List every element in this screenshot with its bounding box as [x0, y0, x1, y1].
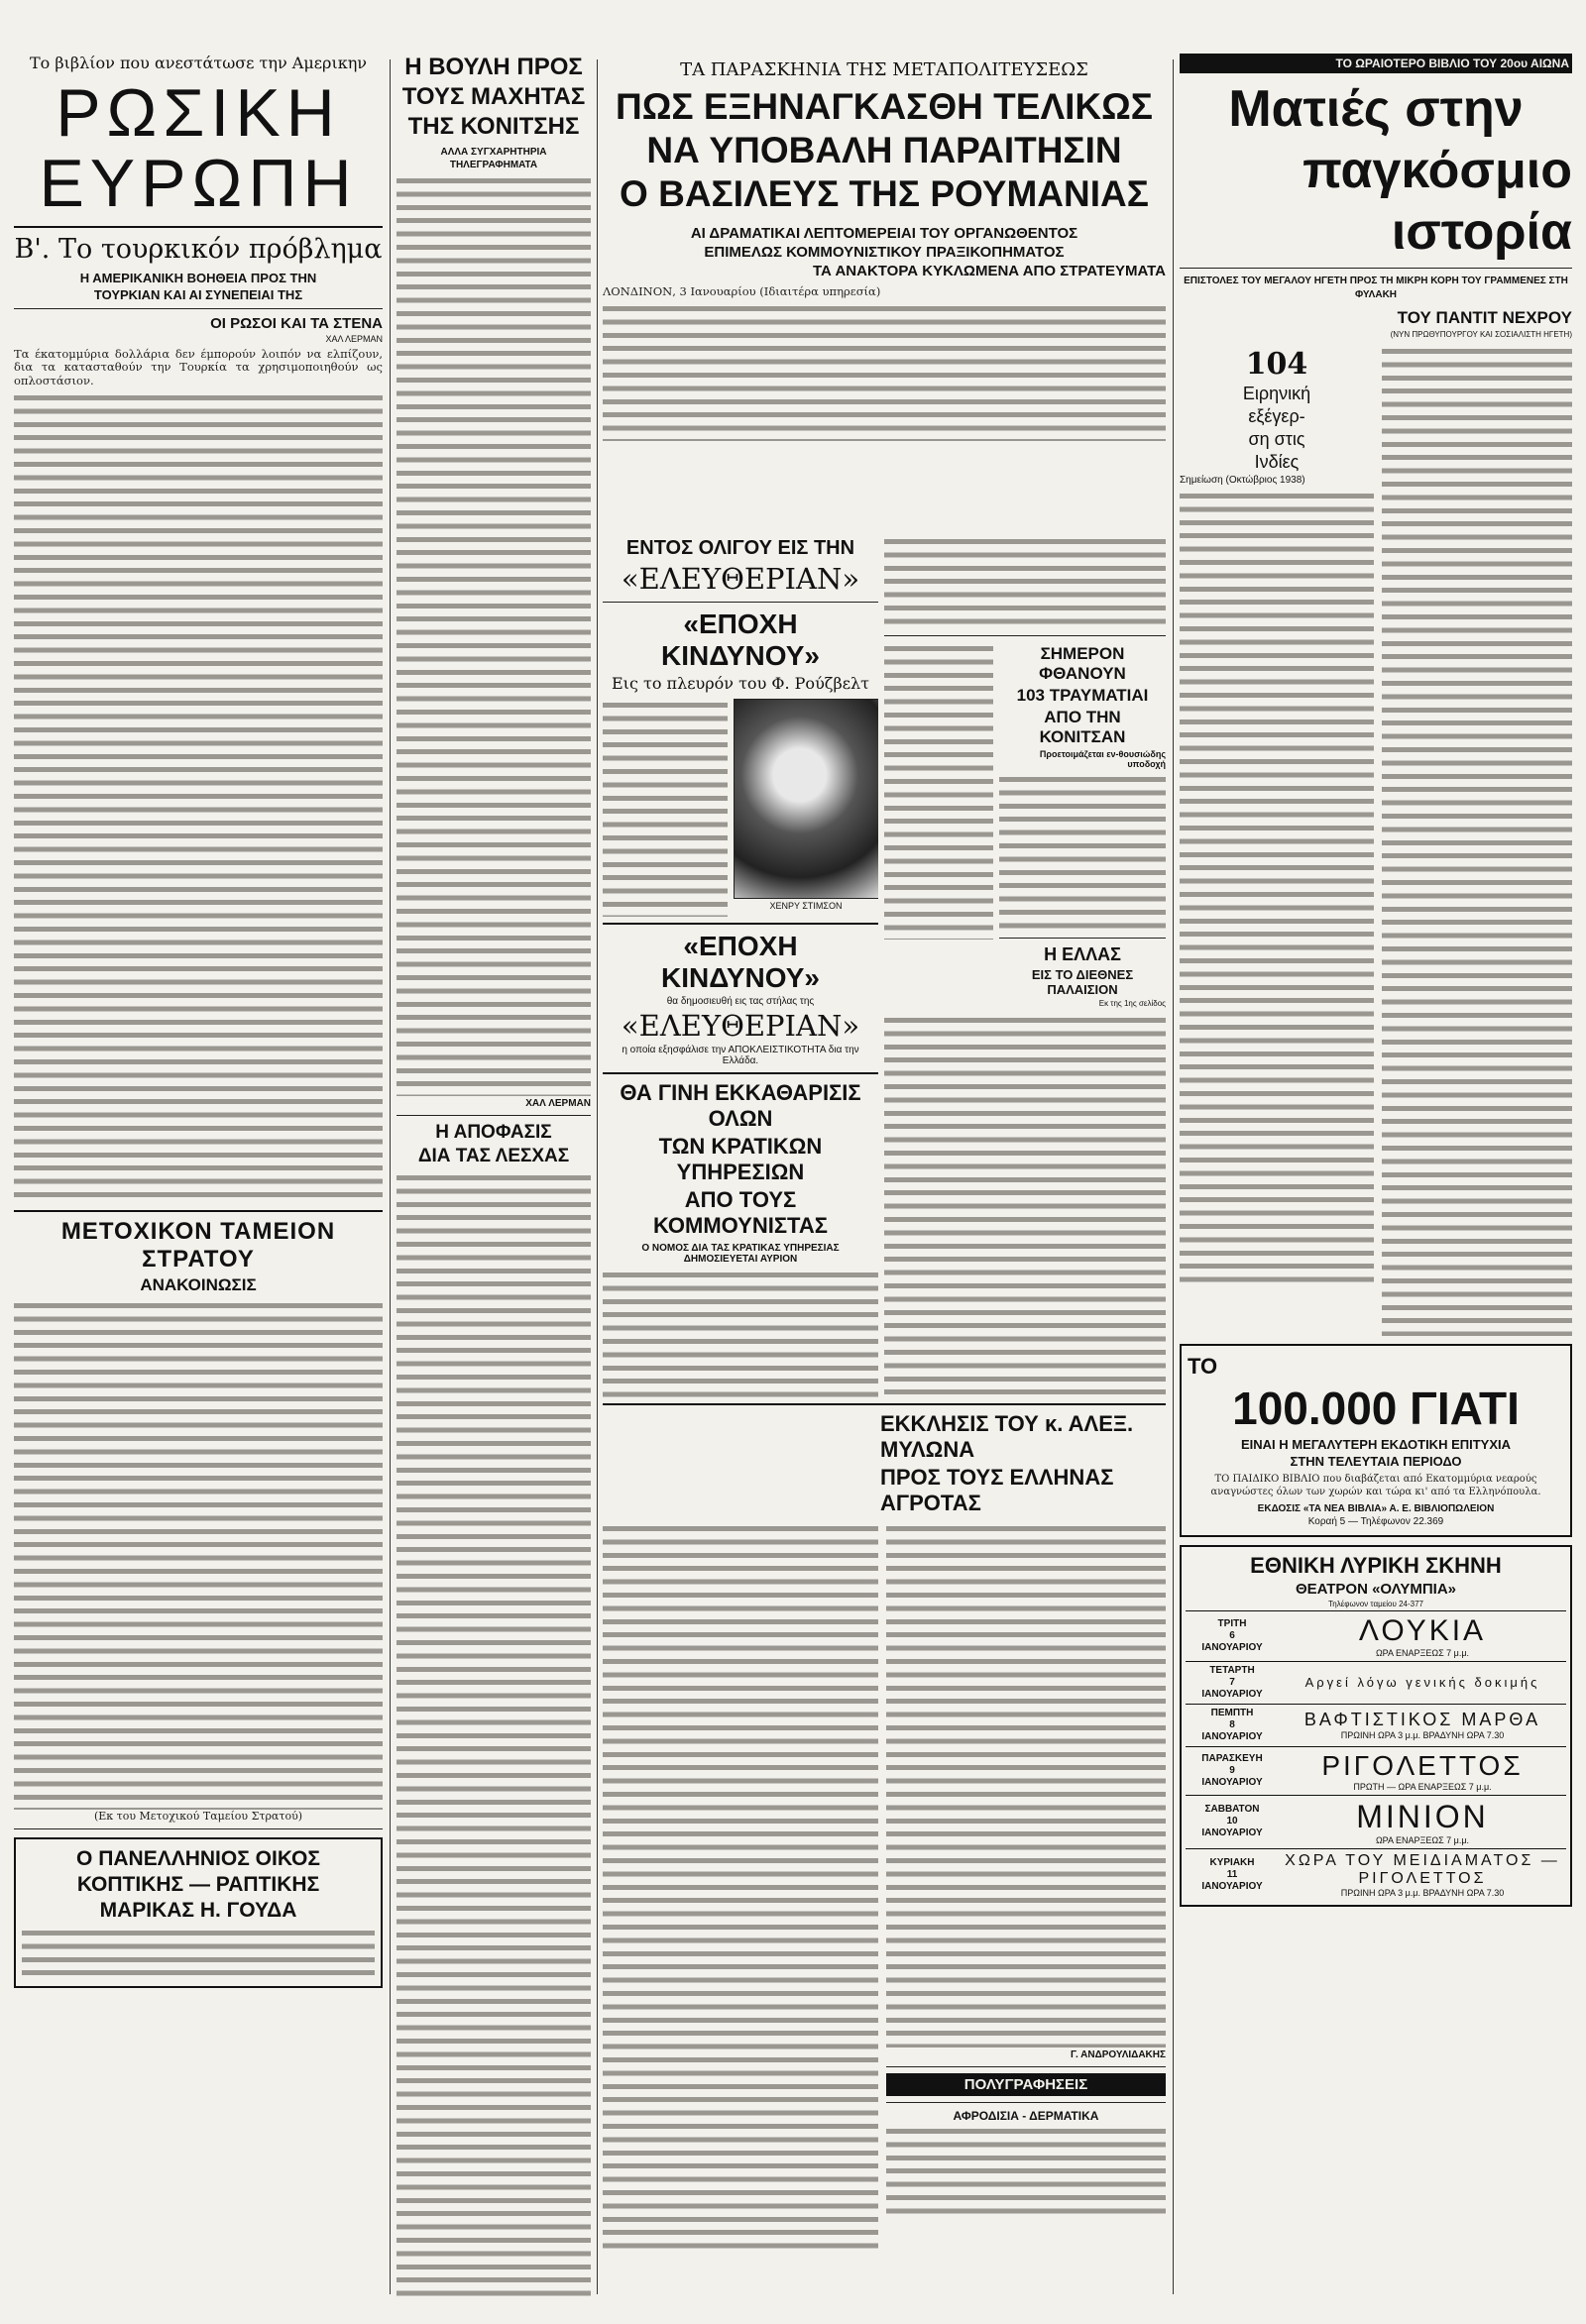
deck-line: Ο ΝΟΜΟΣ ΔΙΑ ΤΑΣ ΚΡΑΤΙΚΑΣ ΥΠΗΡΕΣΙΑΣ ΔΗΜΟΣΙΕΥΕΤΑΙ ΑΥΡΙΟΝ — [641, 1243, 840, 1265]
program-show — [1279, 1704, 1566, 1746]
article-body-text — [14, 391, 383, 1204]
article-body-text — [603, 699, 728, 917]
headline-line: ΑΠΟ ΤΟΥΣ ΚΟΜΜΟΥΝΙΣΤΑΣ — [653, 1187, 828, 1238]
deck: ΕΠΙΣΤΟΛΕΣ ΤΟΥ ΜΕΓΑΛΟΥ ΗΓΕΤΗ ΠΡΟΣ ΤΗ ΜΙΚΡΗ ΚΟΡΗ ΤΟΥ ΓΡΑΜΜΕΝΕΣ ΣΤΗ ΦΥΛΑΚΗ — [1184, 276, 1568, 300]
program-show — [1279, 1661, 1566, 1704]
ad-address: Κοραή 5 — Τηλέφωνον 22.369 — [1307, 1515, 1444, 1527]
chapter-number: 104 — [1245, 347, 1308, 382]
column-rule — [1173, 59, 1174, 2294]
headline-line: Η ΕΛΛΑΣ — [1044, 944, 1121, 964]
appeal-columns — [603, 1522, 1166, 2256]
author: ΤΟΥ ΠΑΝΤΙΤ ΝΕΧΡΟΥ — [1397, 308, 1572, 327]
headline-line: ΤΟΥΣ ΜΑΧΗΤΑΣ — [401, 83, 586, 110]
chapter-block — [1180, 345, 1572, 1336]
chapter-note: Σημείωση (Οκτώβριος 1938) — [1180, 475, 1305, 486]
article-lead: Τα έκατομμύρια δολλάρια δεν έμπορούν λοιπόν να ελπίζουν, δια τα κατασταθούν την Τουρκία τα χρησιμοποιηθούν ως οπλοστάσιον. — [14, 346, 383, 387]
deck-line: ΤΟΥΡΚΙΑΝ ΚΑΙ ΑΙ ΣΥΝΕΠΕΙΑΙ ΤΗΣ — [93, 286, 303, 302]
headline-line: ΡΩΣΙΚΗ — [56, 75, 341, 151]
credit-line: (Εκ του Μετοχικού Ταμείου Στρατού) — [93, 1810, 303, 1823]
photo-caption: ΧΕΝΡΥ ΣΤΙΜΣΟΝ — [769, 901, 843, 911]
headline-line: Η ΒΟΥΛΗ ΠΡΟΣ — [404, 54, 583, 80]
headline-line: Ματιές στην — [1228, 80, 1524, 138]
program-date — [1186, 1795, 1279, 1848]
author-note: (ΝΥΝ ΠΡΩΘΥΠΟΥΡΓΟΥ ΚΑΙ ΣΟΣΙΑΛΙΣΤΗ ΗΓΕΤΗ) — [1390, 330, 1572, 339]
opera-ad — [1180, 1545, 1572, 1907]
photo-block — [603, 699, 878, 917]
deck-line: ΤΑ ΑΝΑΚΤΟΡΑ ΚΥΚΛΩΜΕΝΑ ΑΠΟ ΣΤΡΑΤΕΥΜΑΤΑ — [812, 263, 1166, 279]
show-time: ΠΡΩΤΗ — ΩΡΑ ΕΝΑΡΞΕΩΣ 7 μ.μ. — [1353, 1781, 1492, 1792]
program-date — [1186, 1610, 1279, 1661]
show-title: ΧΩΡΑ ΤΟΥ ΜΕΙΔΙΑΜΑΤΟΣ — ΡΙΓΟΛΕΤΤΟΣ — [1285, 1851, 1560, 1887]
article-body-text — [886, 1522, 1166, 2047]
section-subtitle: ΑΝΑΚΟΙΝΩΣΙΣ — [140, 1275, 257, 1294]
headline-line: ΕΚΚΛΗΣΙΣ ΤΟΥ κ. ΑΛΕΞ. ΜΥΛΩΝΑ — [880, 1411, 1134, 1462]
program-date — [1186, 1746, 1279, 1795]
promo-line: ΕΝΤΟΣ ΟΛΙΓΟΥ ΕΙΣ ΤΗΝ — [625, 537, 855, 559]
show-title: ΡΙΓΟΛΕΤΤΟΣ — [1321, 1749, 1524, 1781]
program-month: ΙΑΝΟΥΑΡΙΟΥ — [1201, 1730, 1263, 1742]
divider — [884, 635, 1166, 636]
deck-line: ΕΠΙΜΕΛΩΣ ΚΟΜΜΟΥΝΙΣΤΙΚΟΥ ΠΡΑΞΙΚΟΠΗΜΑΤΟΣ — [704, 244, 1065, 261]
romania-headline-block — [603, 57, 1166, 535]
column-rule — [597, 59, 598, 2294]
program-row — [1186, 1848, 1566, 1901]
program-date — [1186, 1848, 1279, 1901]
headline-line: Ο ΒΑΣΙΛΕΥΣ ΤΗΣ ΡΟΥΜΑΝΙΑΣ — [620, 173, 1149, 214]
kicker: Το βιβλίον που ανεστάτωσε την Αμερικην — [29, 54, 368, 72]
divider — [999, 938, 1166, 939]
subtitle: Β'. Το τουρκικόν πρόβλημα — [14, 233, 383, 265]
announcement-text — [14, 1299, 383, 1810]
divider — [14, 308, 383, 309]
byline: ΧΑΛ ΛΕΡΜΑΝ — [325, 333, 383, 344]
divider — [603, 923, 878, 925]
chapter-title-line: Ινδίες — [1254, 452, 1300, 472]
headline-line: Η ΑΠΟΦΑΣΙΣ — [435, 1122, 552, 1143]
ad-text: ΤΟ ΠΑΙΔΙΚΟ ΒΙΒΛΙΟ που διαβάζεται από Εκατομμύρια νεαρούς αναγνώστες όλων των χωρών και τώρα κι' από τα Ελληνόπουλα. — [1210, 1474, 1541, 1498]
program-date: 8 — [1229, 1718, 1235, 1730]
ad-title: ΑΦΡΟΔΙΣΙΑ - ΔΕΡΜΑΤΙΚΑ — [953, 2109, 1099, 2123]
banner: ΤΟ ΩΡΑΙΟΤΕΡΟ ΒΙΒΛΙΟ ΤΟΥ 20ου ΑΙΩΝΑ — [1180, 54, 1572, 73]
column-parliament — [396, 52, 591, 2304]
ad-title: ΠΟΛΥΓΡΑΦΗΣΕΙΣ — [886, 2073, 1166, 2096]
book-subtitle: Εις το πλευρόν του Φ. Ρούζβελτ — [611, 674, 869, 693]
promo-note: η οποία εξησφάλισε την ΑΠΟΚΛΕΙΣΤΙΚΟΤΗΤΑ δια την Ελλάδα. — [622, 1045, 859, 1066]
program-day: ΤΡΙΤΗ — [1217, 1617, 1247, 1629]
program-month: ΙΑΝΟΥΑΡΙΟΥ — [1201, 1827, 1263, 1839]
ad-headline: 100.000 ΓΙΑΤΙ — [1232, 1383, 1520, 1434]
article-body-text — [999, 773, 1166, 932]
show-title: Αργεί λόγω γενικής δοκιμής — [1304, 1675, 1540, 1691]
program-day: ΤΕΤΑΡΤΗ — [1209, 1664, 1255, 1676]
book-title: «ΕΠΟΧΗ ΚΙΝΔΥΝΟΥ» — [661, 931, 820, 993]
headline-line: 103 ΤΡΑΥΜΑΤΙΑΙ — [1016, 686, 1149, 705]
photo-with-caption — [734, 699, 878, 917]
show-title: ΜΙΝΙΟΝ — [1356, 1798, 1489, 1834]
ad-line: ΚΟΠΤΙΚΗΣ — ΡΑΠΤΙΚΗΣ — [76, 1873, 320, 1897]
program-show — [1279, 1795, 1566, 1848]
program-day: ΠΕΜΠΤΗ — [1210, 1707, 1254, 1718]
headline-line: ΣΗΜΕΡΟΝ ΦΘΑΝΟΥΝ — [1039, 644, 1126, 683]
program-month: ΙΑΝΟΥΑΡΙΟΥ — [1201, 1776, 1263, 1788]
ad-text — [886, 2125, 1166, 2214]
ad-tagline: ΣΤΗΝ ΤΕΛΕΥΤΑΙΑ ΠΕΡΙΟΔΟ — [1290, 1454, 1462, 1469]
show-time: ΩΡΑ ΕΝΑΡΞΕΩΣ 7 μ.μ. — [1375, 1834, 1470, 1845]
book-ad — [1180, 1344, 1572, 1537]
program-date: 7 — [1229, 1676, 1235, 1688]
headline-line: ΠΡΟΣ ΤΟΥΣ ΕΛΛΗΝΑΣ ΑΓΡΟΤΑΣ — [880, 1465, 1114, 1515]
section-title: ΜΕΤΟΧΙΚΟΝ ΤΑΜΕΙΟΝ ΣΤΡΑΤΟΥ — [60, 1218, 336, 1273]
divider — [603, 1072, 878, 1074]
divider — [396, 1115, 591, 1116]
headline-line: ΕΥΡΩΠΗ — [39, 146, 358, 222]
column-russian-europe — [14, 52, 383, 2304]
headline-line: ΝΑ ΥΠΟΒΑΛΗ ΠΑΡΑΙΤΗΣΙΝ — [646, 130, 1122, 170]
divider — [886, 2102, 1166, 2103]
headline-line: ΔΙΑ ΤΑΣ ΛΕΣΧΑΣ — [417, 1146, 570, 1166]
program-row — [1186, 1610, 1566, 1661]
program-date: 9 — [1229, 1764, 1235, 1776]
headline-line: ΤΗΣ ΚΟΝΙΤΣΗΣ — [407, 113, 580, 140]
opera-title: ΕΘΝΙΚΗ ΛΥΡΙΚΗ ΣΚΗΝΗ — [1250, 1552, 1502, 1578]
ad-tagline: ΕΙΝΑΙ Η ΜΕΓΑΛΥΤΕΡΗ ΕΚΔΟΤΙΚΗ ΕΠΙΤΥΧΙΑ — [1240, 1437, 1512, 1452]
deck-line: ΑΙ ΔΡΑΜΑΤΙΚΑΙ ΛΕΠΤΟΜΕΡΕΙΑΙ ΤΟΥ ΟΡΓΑΝΩΘΕΝΤΟΣ — [690, 225, 1078, 242]
headline-line: ΠΩΣ ΕΞΗΝΑΓΚΑΣΘΗ ΤΕΛΙΚΩΣ — [615, 86, 1153, 127]
column-nehru — [1180, 52, 1572, 2304]
dateline: ΛΟΝΔΙΝΟΝ, 3 Ιανουαρίου (Ιδιαιτέρα υπηρεσία) — [603, 284, 881, 298]
chapter-intro — [1180, 345, 1374, 1336]
divider — [1180, 268, 1572, 269]
ad-line: Ο ΠΑΝΕΛΛΗΝΙΟΣ ΟΙΚΟΣ — [76, 1847, 320, 1871]
konitsa-story — [999, 642, 1166, 1010]
article-body-text — [884, 535, 1166, 629]
promo-paper: «ΕΛΕΥΘΕΡΙΑΝ» — [621, 562, 860, 596]
opera-theatre: ΘΕΑΤΡΟΝ «ΟΛΥΜΠΙΑ» — [1295, 1580, 1457, 1598]
headline-line: ιστορία — [1391, 203, 1572, 261]
headline-line: ΕΙΣ ΤΟ ΔΙΕΘΝΕΣ ΠΑΛΑΙΣΙΟΝ — [1031, 967, 1134, 997]
headline-line: παγκόσμιο — [1303, 142, 1572, 199]
deck-line: Η ΑΜΕΡΙΚΑΝΙΚΗ ΒΟΗΘΕΙΑ ΠΡΟΣ ΤΗΝ — [79, 270, 317, 285]
tailor-ad — [14, 1837, 383, 1988]
program-show — [1279, 1848, 1566, 1901]
program-month: ΙΑΝΟΥΑΡΙΟΥ — [1201, 1880, 1263, 1892]
program-date: 6 — [1229, 1629, 1235, 1641]
program-date — [1186, 1661, 1279, 1704]
article-body-text — [1180, 490, 1374, 1282]
divider — [14, 1828, 383, 1829]
book-title: «ΕΠΟΧΗ ΚΙΝΔΥΝΟΥ» — [661, 609, 820, 671]
ad-publisher: ΕΚΔΟΣΙΣ «ΤΑ ΝΕΑ ΒΙΒΛΙΑ» Α. Ε. ΒΙΒΛΙΟΠΩΛΕΙΟΝ — [1257, 1502, 1495, 1514]
chapter-title-line: Ειρηνική — [1242, 384, 1311, 403]
headline-line: ΘΑ ΓΙΝΗ ΕΚΚΑΘΑΡΙΣΙΣ ΟΛΩΝ — [620, 1080, 861, 1131]
divider — [603, 602, 878, 603]
program-row — [1186, 1795, 1566, 1848]
opera-phone: Τηλέφωνον ταμείου 24-377 — [1327, 1599, 1423, 1608]
article-body-text — [603, 302, 1166, 441]
show-time: ΠΡΩΙΝΗ ΩΡΑ 3 μ.μ. ΒΡΑΔΥΝΗ ΩΡΑ 7.30 — [1340, 1730, 1505, 1741]
law-continued — [603, 1522, 878, 2256]
headline-line: ΑΠΟ ΤΗΝ ΚΟΝΙΤΣΑΝ — [1039, 708, 1126, 746]
article-body-text — [884, 642, 993, 940]
appeal-story — [886, 1522, 1166, 2256]
promo-text: θα δημοσιευθή εις τας στήλας της — [666, 996, 815, 1007]
chapter-title-line: ση στις — [1248, 429, 1305, 449]
program-day: ΣΑΒΒΑΤΟΝ — [1204, 1804, 1260, 1816]
program-show — [1279, 1610, 1566, 1661]
kicker: ΤΑ ΠΑΡΑΣΚΗΝΙΑ ΤΗΣ ΜΕΤΑΠΟΛΙΤΕΥΣΕΩΣ — [680, 59, 1088, 80]
article-body-text — [884, 1014, 1166, 1410]
ad-text — [22, 1927, 375, 1980]
ad-label: ΤΟ — [1188, 1354, 1218, 1379]
deck-line: ΑΛΛΑ ΣΥΓΧΑΡΗΤΗΡΙΑ — [440, 147, 547, 158]
program-month: ΙΑΝΟΥΑΡΙΟΥ — [1201, 1688, 1263, 1700]
deck-line: Προετοιμάζεται εν-θουσιώδης υποδοχή — [1039, 749, 1166, 769]
show-time: ΠΡΩΙΝΗ ΩΡΑ 3 μ.μ. ΒΡΑΔΥΝΗ ΩΡΑ 7.30 — [1340, 1887, 1505, 1898]
program-day: ΚΥΡΙΑΚΗ — [1209, 1856, 1255, 1868]
deck-line: ΤΗΛΕΓΡΑΦΗΜΑΤΑ — [449, 160, 538, 170]
program-row — [1186, 1661, 1566, 1704]
divider — [14, 226, 383, 228]
article-body-text — [396, 1171, 591, 2304]
program-day: ΠΑΡΑΣΚΕΥΗ — [1201, 1752, 1263, 1764]
byline: ΧΑΛ ΛΕΡΜΑΝ — [525, 1098, 591, 1109]
divider — [886, 2066, 1166, 2067]
show-title: ΛΟΥΚΙΑ — [1358, 1613, 1487, 1647]
headline-line: ΤΩΝ ΚΡΑΤΙΚΩΝ ΥΠΗΡΕΣΙΩΝ — [658, 1134, 823, 1184]
program-month: ΙΑΝΟΥΑΡΙΟΥ — [1201, 1641, 1263, 1653]
byline: Εκ της 1ης σελίδος — [1098, 999, 1166, 1008]
konitsa-block — [884, 642, 1166, 1010]
article-body-text — [1382, 345, 1572, 1336]
show-title: ΒΑΦΤΙΣΤΙΚΟΣ ΜΑΡΘΑ — [1303, 1710, 1541, 1730]
program-row — [1186, 1746, 1566, 1795]
section-head: ΟΙ ΡΩΣΟΙ ΚΑΙ ΤΑ ΣΤΕΝΑ — [210, 314, 383, 332]
program-date: 10 — [1226, 1816, 1238, 1827]
opera-program — [1186, 1610, 1566, 1901]
article-body-text — [603, 1522, 878, 2256]
column-rule — [390, 59, 391, 2294]
program-row — [1186, 1704, 1566, 1746]
signature: Γ. ΑΝΔΡΟΥΛΙΔΑΚΗΣ — [1071, 2049, 1166, 2060]
divider — [603, 1403, 1166, 1405]
article-body-text — [396, 174, 591, 1096]
program-show — [1279, 1746, 1566, 1795]
ad-line: ΜΑΡΙΚΑΣ Η. ΓΟΥΔΑ — [99, 1899, 297, 1923]
promo-paper: «ΕΛΕΥΘΕΡΙΑΝ» — [621, 1009, 860, 1043]
divider — [14, 1210, 383, 1212]
appeal-block — [603, 1397, 1166, 2269]
program-date — [1186, 1704, 1279, 1746]
portrait-photo — [734, 699, 878, 899]
program-date: 11 — [1226, 1868, 1238, 1880]
chapter-title-line: εξέγερ- — [1248, 406, 1305, 426]
show-time: ΩΡΑ ΕΝΑΡΞΕΩΣ 7 μ.μ. — [1375, 1647, 1470, 1658]
